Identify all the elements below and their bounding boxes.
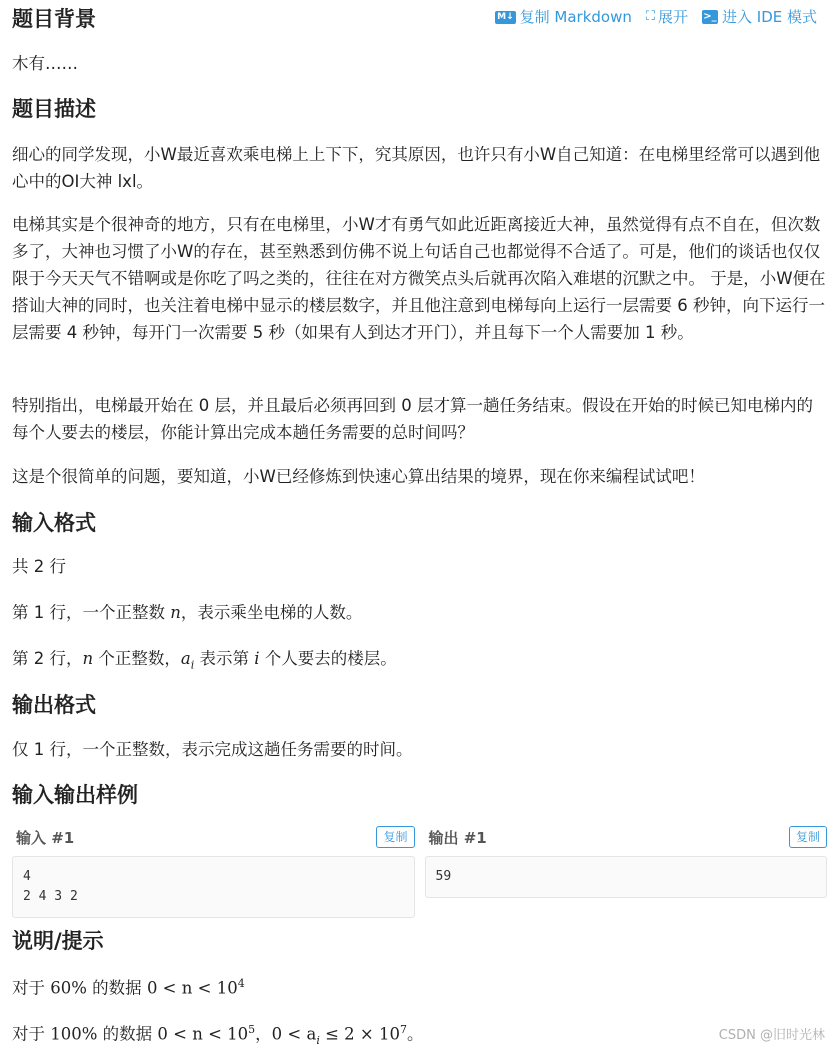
sample-input-title: 输入 #1 [16, 828, 75, 847]
ide-mode-button[interactable] [702, 7, 817, 27]
markdown-icon: M↓ [497, 11, 514, 22]
toolbar [495, 7, 817, 27]
watermark: CSDN @旧时光林 [718, 1028, 825, 1043]
expand-icon: ⛶ [645, 9, 654, 24]
input-line-3: 第 2 行，n 个正整数，$a_i$ 表示第 i 个人要去的楼层。 [12, 649, 397, 672]
hint-line-1: 对于 60% 的数据 $0 < n < 10^4$ [12, 977, 245, 998]
description-paragraph-4: 这是个很简单的问题，要知道，小W已经修炼到快速心算出结果的境界，现在你来编程试试吧！ [12, 467, 705, 486]
input-line-2: 第 1 行，一个正整数 n，表示乘坐电梯的人数。 [12, 603, 363, 622]
copy-markdown-label: 复制 Markdown [519, 8, 632, 26]
background-text: 木有…… [12, 54, 78, 73]
copy-markdown-button[interactable] [495, 7, 632, 27]
output-line-1: 仅 1 行，一个正整数，表示完成这趟任务需要的时间。 [12, 740, 413, 759]
expand-button[interactable] [646, 7, 688, 27]
samples-section [12, 822, 827, 918]
terminal-icon: >_ [703, 11, 717, 22]
output-format-heading: 输出格式 [12, 693, 96, 717]
sample-input-panel [12, 822, 415, 918]
sample-input-box[interactable]: 4 2 4 3 2 [12, 856, 415, 918]
sample-output-title: 输出 #1 [428, 828, 487, 847]
header-row [12, 0, 823, 36]
description-paragraph-3: 特别指出，电梯最开始在 0 层，并且最后必须再回到 0 层才算一趟任务结束。假设在开始的时候已知电梯内的每个人要去的楼层，你能计算出完成本趟任务需要的总时间吗？ [12, 396, 813, 442]
sample-output-panel [425, 822, 828, 918]
hint-line-2: 对于 100% 的数据 $0 < n < 10^5$，$0 < a_i \le 2 \times 10^7$。 [12, 1023, 424, 1047]
ide-mode-label: 进入 IDE 模式 [722, 8, 817, 26]
description-heading: 题目描述 [12, 97, 96, 121]
input-line-1: 共 2 行 [12, 557, 66, 576]
copy-input-button[interactable]: 复制 [376, 826, 414, 848]
samples-heading: 输入输出样例 [12, 783, 138, 807]
background-heading: 题目背景 [12, 7, 96, 31]
hint-heading: 说明/提示 [12, 929, 104, 953]
input-format-heading: 输入格式 [12, 511, 96, 535]
copy-output-button[interactable]: 复制 [789, 826, 827, 848]
description-paragraph-1: 细心的同学发现，小W最近喜欢乘电梯上上下下，究其原因，也许只有小W自己知道：在电梯里经常可以遇到他心中的OI大神 lxl。 [12, 145, 821, 191]
description-paragraph-2: 电梯其实是个很神奇的地方，只有在电梯里，小W才有勇气如此近距离接近大神，虽然觉得有点不自在，但次数多了，大神也习惯了小W的存在，甚至熟悉到仿佛不说上句话自己也都觉得不合适了。可是，他们的谈话也仅仅限于今天天气不错啊或是你吃了吗之类的，往往在对方微笑点头后就再次陷入难堪的沉默之中。 于是，小W便在搭讪大神的同时，也关注着电梯中显示的楼层数字，并且他注意到电梯每向上运行一层需要 6 秒钟，向下运行一层需要 4 秒钟，每开门一次需要 5 秒（如果有人到达才开门），并且每下一个人需要加 1 秒。 [12, 215, 826, 342]
sample-output-box[interactable]: 59 [425, 856, 828, 898]
expand-label: 展开 [657, 8, 688, 26]
